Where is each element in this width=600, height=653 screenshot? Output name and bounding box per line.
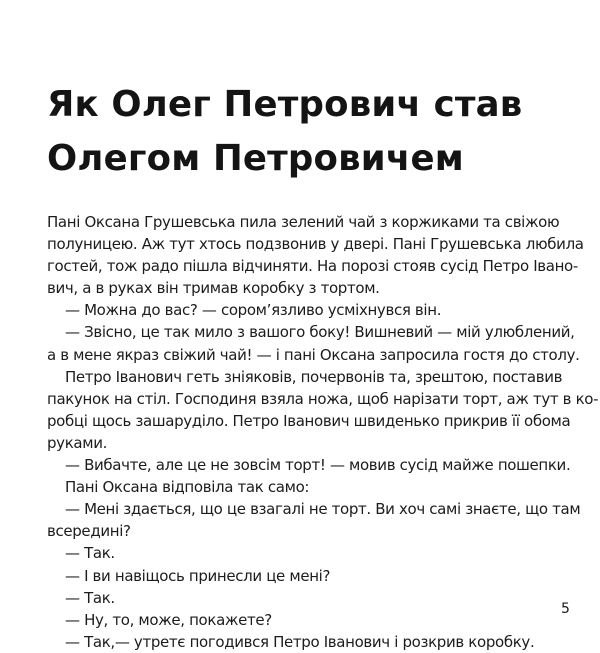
page-number: 5 [561,601,570,617]
text-line: — Так,— утретє погодився Петро Іванович і розкрив коробку. [65,632,535,651]
text-line: — І ви навіщось принесли це мені? [65,566,331,585]
chapter-title [47,78,567,186]
text-line: Пані Оксана відповіла так само: [65,478,310,497]
text-line: — Звісно, це так мило з вашого боку! Вишневий — мій улюблений, [65,323,575,342]
text-line: всередині? [47,522,131,541]
text-line: гостей, тож радо пішла відчиняти. На порозі стояв сусід Петро Івано- [47,257,578,276]
text-line: пакунок на стіл. Господиня взяла ножа, щоб нарізати торт, аж тут в ко- [47,389,599,408]
text-line: — Можна до вас? — сором’язливо усміхнувся він. [65,301,442,320]
text-line: — Ну, то, може, покажете? [65,610,272,629]
text-line: руками. [47,433,108,452]
text-line: Петро Іванович геть зніяковів, почервонів та, зрештою, поставив [65,367,563,386]
text-line: — Так. [65,588,115,607]
text-line: а в мене якраз свіжий чай! — і пані Оксана запросила гостя до столу. [47,345,580,364]
text-line: вич, а в руках він тримав коробку з тортом. [47,279,380,298]
text-line: полуницею. Аж тут хтось подзвонив у двері. Пані Грушевська любила [47,235,584,254]
chapter-title-line-1: Як Олег Петрович став [47,84,523,125]
chapter-title-line-2: Олегом Петровичем [47,138,464,179]
story-text [47,211,599,653]
text-line: — Вибачте, але це не зовсім торт! — мовив сусід майже пошепки. [65,456,571,475]
text-line: Пані Оксана Грушевська пила зелений чай з коржиками та свіжою [47,213,560,231]
text-line: робці щось зашаруділо. Петро Іванович швиденько прикрив її обома [47,411,571,430]
text-line: — Мені здається, що це взагалі не торт. Ви хоч самі знаєте, що там [65,500,581,519]
text-line: — Так. [65,544,115,563]
